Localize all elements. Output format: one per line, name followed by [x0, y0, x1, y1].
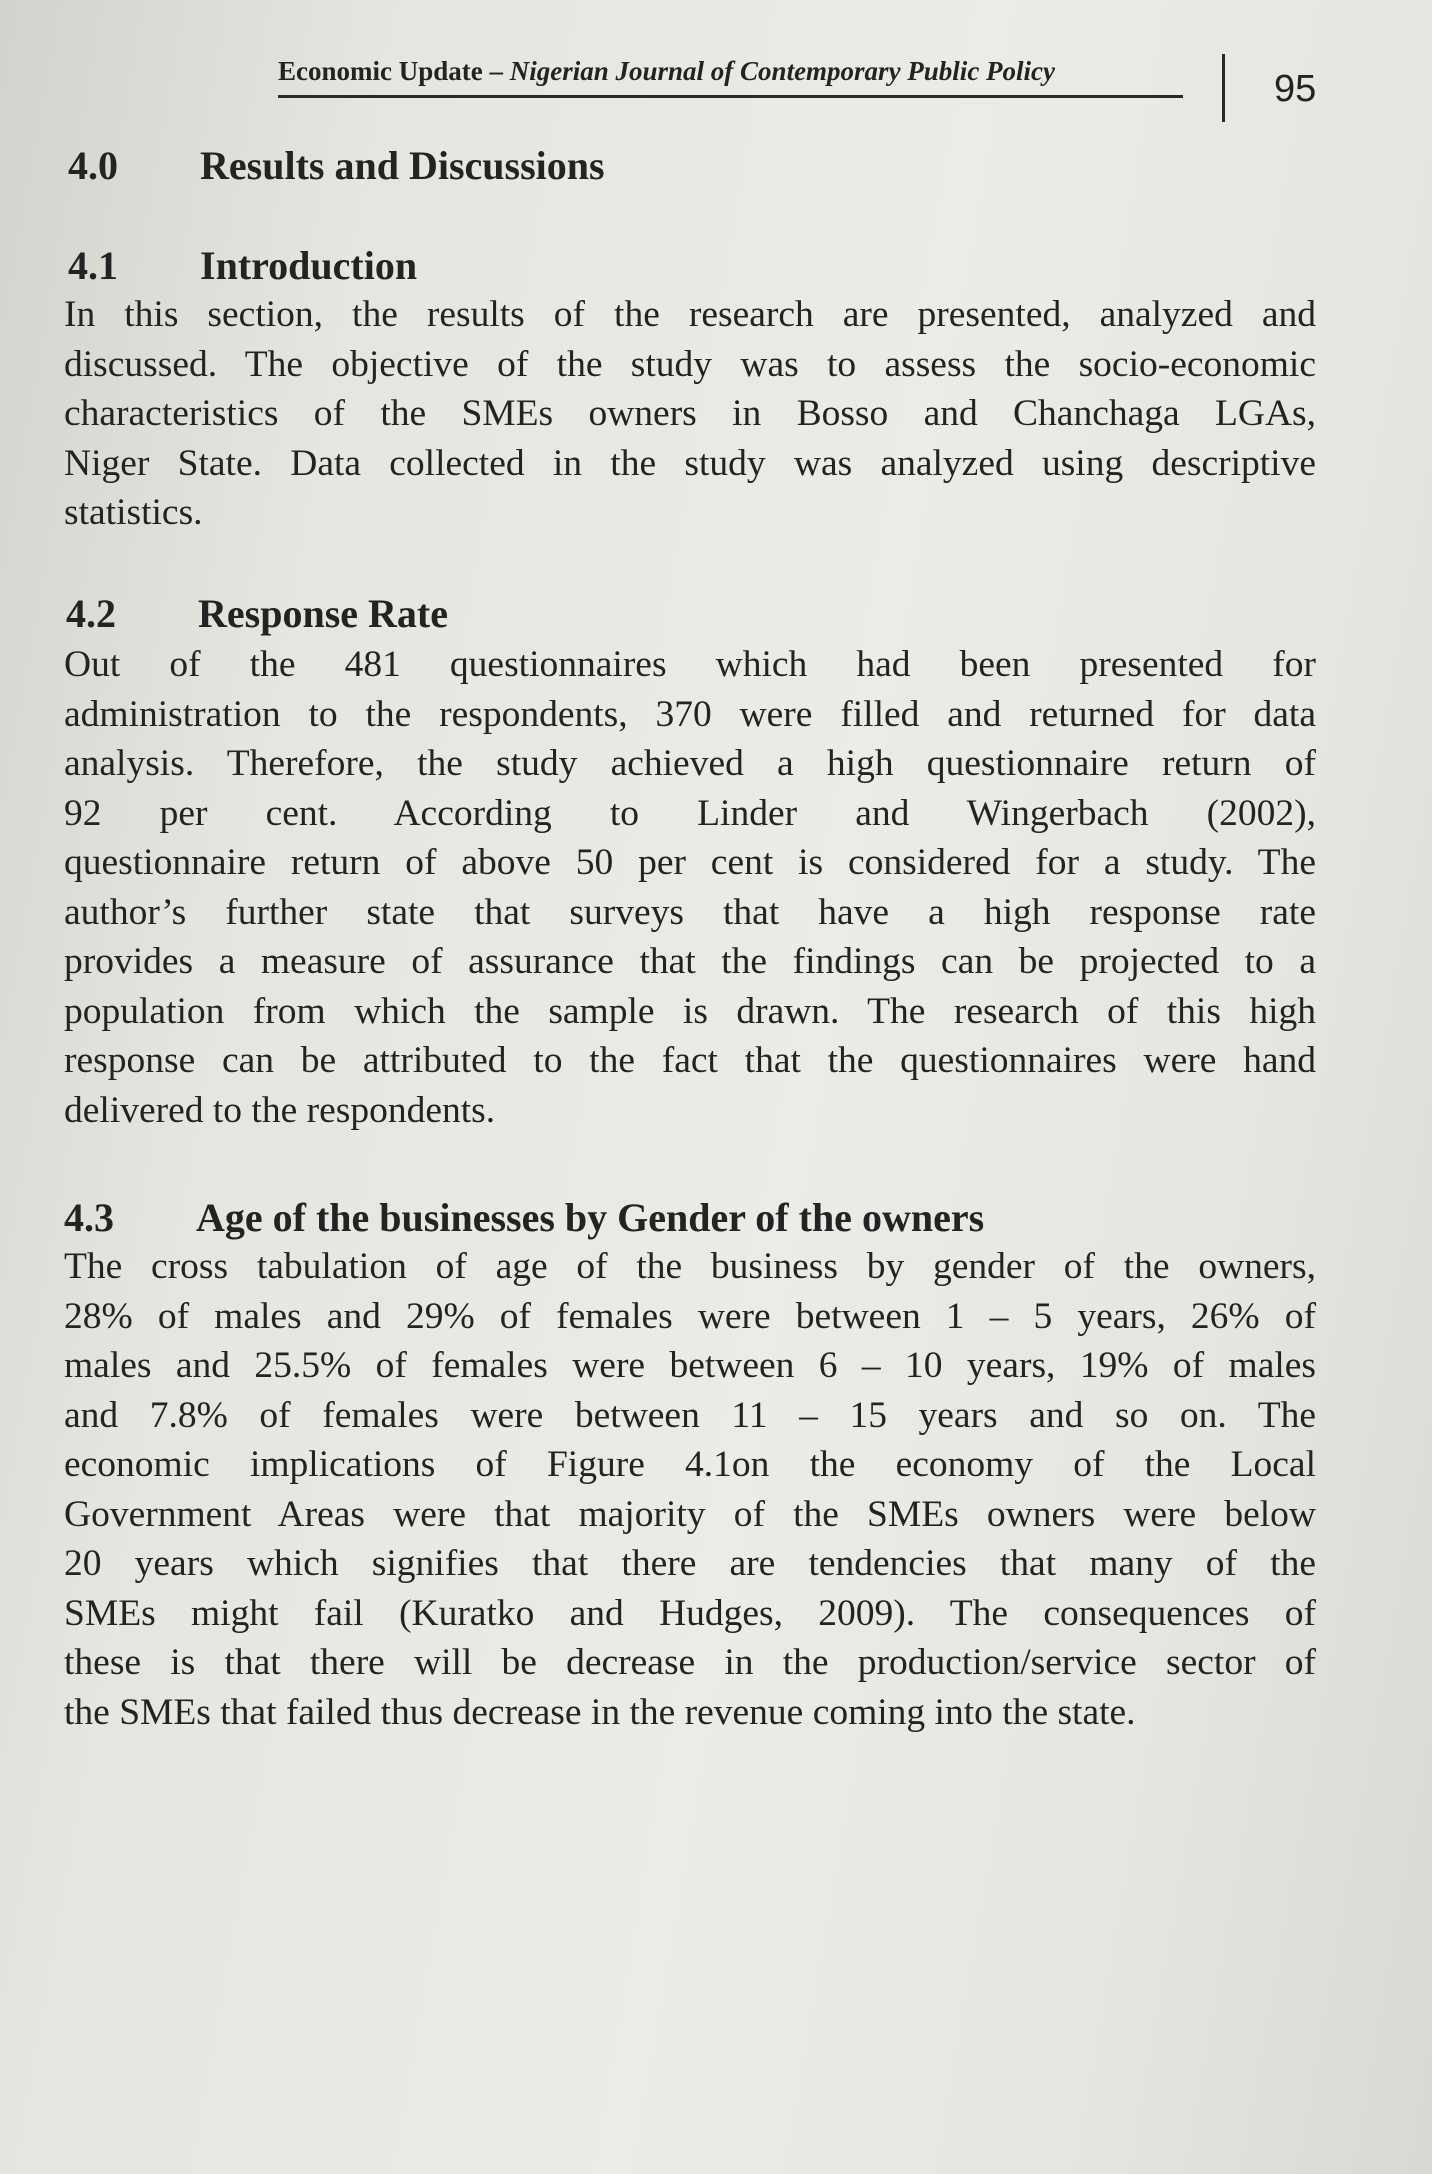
text-line: the SMEs that failed thus decrease in the revenue coming into the state.	[64, 1691, 1136, 1733]
header-journal-title: Nigerian Journal of Contemporary Public Policy	[509, 56, 1056, 86]
section-heading-4-0	[68, 142, 605, 189]
header-journal-left: Economic Update –	[278, 56, 510, 86]
text-line: 28% of males and 29% of females were between 1 – 5 years, 26% of	[64, 1295, 1316, 1337]
section-title: Results and Discussions	[200, 143, 605, 188]
text-line: The cross tabulation of age of the business by gender of the owners,	[64, 1246, 1316, 1287]
section-title: Introduction	[200, 243, 418, 288]
page-number: 95	[1274, 68, 1317, 110]
text-line: 20 years which signifies that there are tendencies that many of the	[64, 1543, 1316, 1584]
text-line: economic implications of Figure 4.1on the economy of the Local	[64, 1444, 1316, 1485]
paragraph-introduction	[64, 290, 1316, 538]
running-header	[278, 56, 1183, 98]
text-line: 92 per cent. According to Linder and Wingerbach (2002),	[64, 792, 1316, 834]
text-line: questionnaire return of above 50 per cent is considered for a study. The	[64, 842, 1316, 883]
text-line: In this section, the results of the research are presented, analyzed and	[64, 294, 1316, 335]
text-line: response can be attributed to the fact that the questionnaires were hand	[64, 1040, 1316, 1081]
section-title: Age of the businesses by Gender of the owners	[196, 1195, 985, 1240]
text-line: discussed. The objective of the study was to assess the socio-economic	[64, 343, 1316, 385]
section-heading-4-1	[68, 242, 417, 289]
text-line: Government Areas were that majority of the SMEs owners were below	[64, 1493, 1316, 1535]
text-line: these is that there will be decrease in the production/service sector of	[64, 1642, 1316, 1683]
text-line: analysis. Therefore, the study achieved a high questionnaire return of	[64, 743, 1316, 784]
text-line: males and 25.5% of females were between 6 – 10 years, 19% of males	[64, 1345, 1316, 1386]
paragraph-response-rate	[64, 640, 1316, 1135]
section-number: 4.2	[66, 591, 116, 636]
text-line: author’s further state that surveys that have a high response rate	[64, 891, 1316, 933]
section-title: Response Rate	[198, 591, 448, 636]
section-heading-4-2	[66, 590, 448, 637]
text-line: SMEs might fail (Kuratko and Hudges, 2009). The consequences of	[64, 1592, 1316, 1634]
section-number: 4.1	[68, 243, 118, 288]
text-line: Niger State. Data collected in the study was analyzed using descriptive	[64, 442, 1316, 484]
text-line: provides a measure of assurance that the findings can be projected to a	[64, 941, 1316, 982]
text-line: characteristics of the SMEs owners in Bosso and Chanchaga LGAs,	[64, 393, 1316, 434]
section-heading-4-3	[64, 1194, 984, 1241]
text-line: statistics.	[64, 492, 203, 533]
section-number: 4.0	[68, 143, 118, 188]
text-line: population from which the sample is drawn. The research of this high	[64, 990, 1316, 1032]
paragraph-age-by-gender	[64, 1242, 1316, 1737]
text-line: delivered to the respondents.	[64, 1089, 496, 1131]
text-line: administration to the respondents, 370 were filled and returned for data	[64, 693, 1316, 735]
section-number: 4.3	[64, 1195, 114, 1240]
header-divider	[1222, 54, 1225, 122]
text-line: and 7.8% of females were between 11 – 15 years and so on. The	[64, 1394, 1316, 1436]
text-line: Out of the 481 questionnaires which had been presented for	[64, 644, 1316, 685]
